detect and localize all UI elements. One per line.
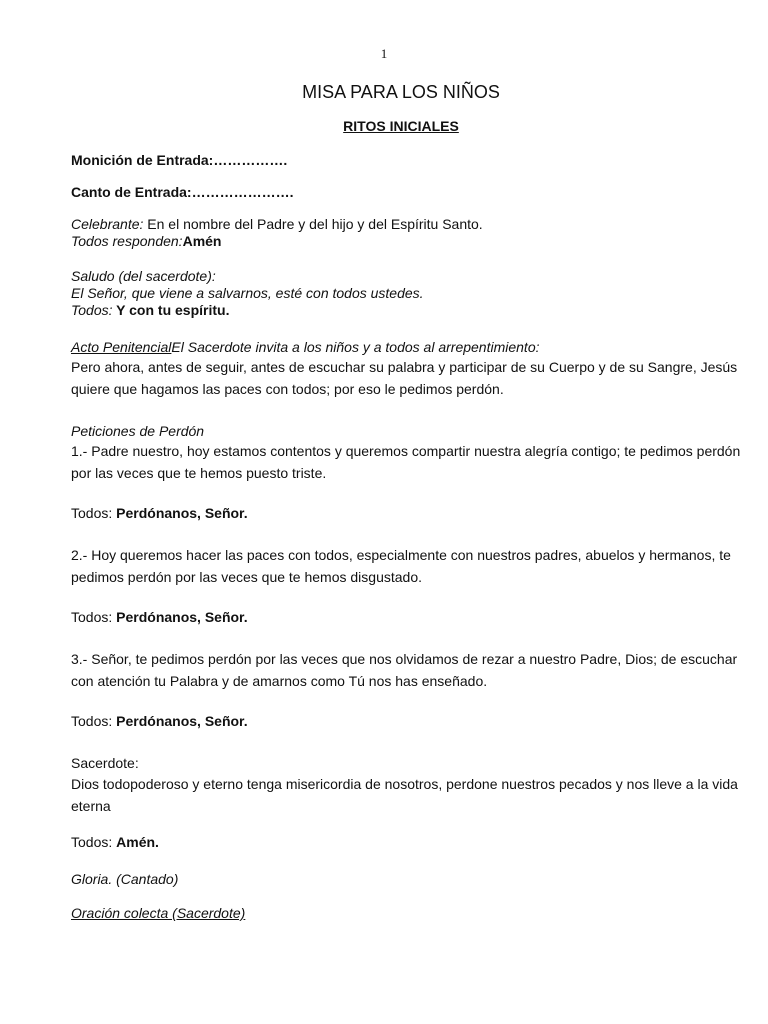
monicion-line: Monición de Entrada:……………. [71,152,288,168]
todos-label: Todos: [71,834,117,850]
todos-response-1 [71,505,248,521]
todos-label: Todos: [71,609,117,625]
canto-line: Canto de Entrada:…………………. [71,184,294,200]
todos-amen-line [71,834,159,850]
amen-final: Amén. [116,834,159,850]
acto-penitencial-label: Acto Penitencial [71,339,172,355]
celebrante-label: Celebrante: [71,216,144,232]
peticiones-title: Peticiones de Perdón [71,423,205,439]
y-con-tu-espiritu: Y con tu espíritu. [112,302,230,318]
saludo-text: El Señor, que viene a salvarnos, esté con todos ustedes. [71,285,424,301]
page-title: MISA PARA LOS NIÑOS [302,82,500,102]
perdonanos-response: Perdónanos, Señor. [116,713,248,729]
amen-response: Amén [182,233,222,249]
todos-responden-line [71,233,221,249]
oracion-colecta-line: Oración colecta (Sacerdote) [71,905,246,921]
todos-responden-label: Todos responden: [71,233,183,249]
perdonanos-response: Perdónanos, Señor. [116,609,248,625]
gloria-line: Gloria. (Cantado) [71,871,179,887]
celebrante-text: En el nombre del Padre y del hijo y del Espíritu Santo. [143,216,483,232]
celebrante-line [71,216,483,232]
sacerdote-label: Sacerdote: [71,755,139,771]
todos-response-3 [71,713,248,729]
acto-penitencial-text: El Sacerdote invita a los niños y a todos al arrepentimiento: [171,339,540,355]
section-title: RITOS INICIALES [343,118,459,134]
todos-label: Todos: [71,713,117,729]
page-number: 1 [380,46,388,61]
perdonanos-response: Perdónanos, Señor. [116,505,248,521]
peticion-1: 1.- Padre nuestro, hoy estamos contentos y queremos compartir nuestra alegría contigo; te pedimos perdón por las veces que te hemos puesto triste. [71,443,741,481]
acto-penitencial-line [71,339,540,355]
saludo-response-line [71,302,229,318]
peticion-2: 2.- Hoy queremos hacer las paces con todos, especialmente con nuestros padres, abuelos y hermanos, te pedimos perdón por las veces que te hemos disgustado. [71,547,731,585]
saludo-title: Saludo (del sacerdote): [71,268,216,284]
todos-label: Todos: [71,302,113,318]
sacerdote-text: Dios todopoderoso y eterno tenga misericordia de nosotros, perdone nuestros pecados y nos lleve a la vida eterna [71,776,738,814]
acto-penitencial-body: Pero ahora, antes de seguir, antes de escuchar su palabra y participar de su Cuerpo y de su Sangre, Jesús quiere que hagamos las paces con todos; por eso le pedimos perdón. [71,359,738,397]
todos-response-2 [71,609,248,625]
peticion-3: 3.- Señor, te pedimos perdón por las veces que nos olvidamos de rezar a nuestro Padre, Dios; de escuchar con atención tu Palabra y de amarnos como Tú nos has enseñado. [71,651,738,689]
todos-label: Todos: [71,505,117,521]
